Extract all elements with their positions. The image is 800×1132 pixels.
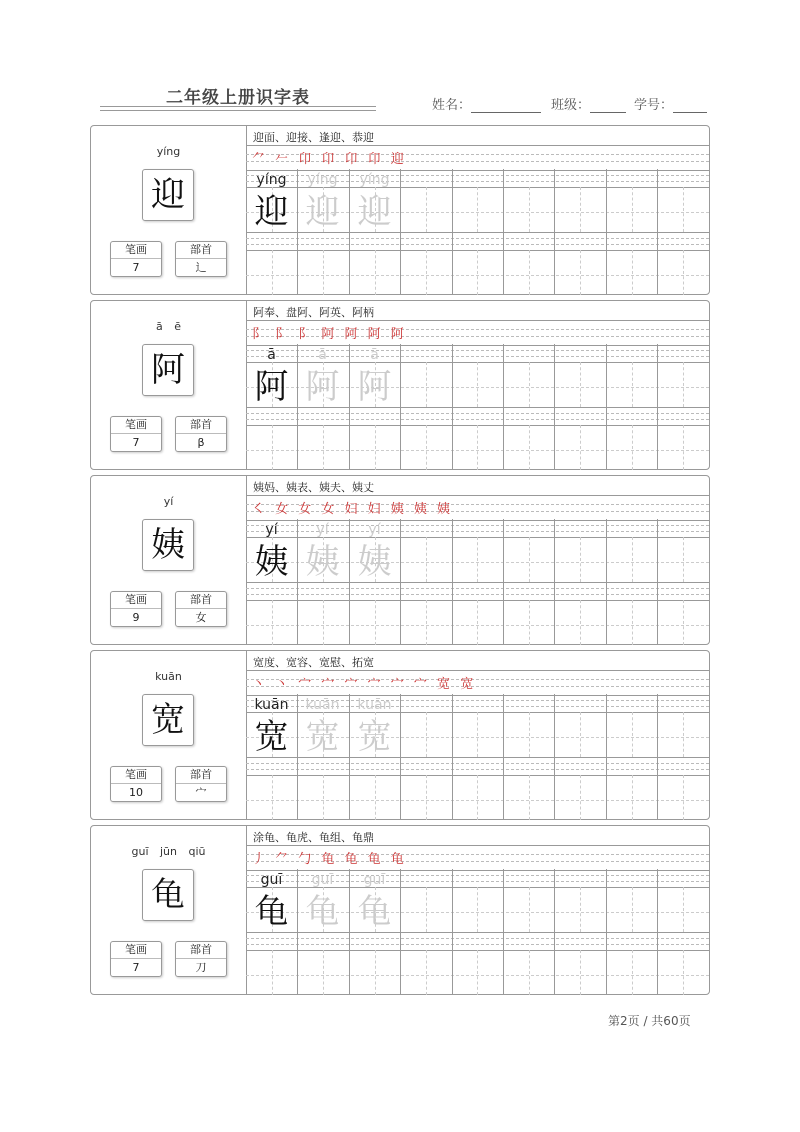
example-words: 涂龟、龟虎、龟组、龟鼎	[253, 831, 374, 844]
stroke-count-label: 笔画	[111, 767, 161, 784]
character-pinyin: ā ē	[155, 320, 181, 333]
grid-center-line	[529, 712, 530, 757]
grid-center-line	[529, 425, 530, 470]
grid-center-line	[426, 887, 427, 932]
practice-character: 宽	[254, 717, 289, 757]
grid-column-line	[503, 694, 504, 820]
grid-column-line	[400, 694, 401, 820]
character-display: 宽	[142, 694, 194, 746]
class-blank[interactable]	[590, 98, 626, 113]
page-title: 二年级上册识字表	[166, 88, 310, 108]
stroke-count-box	[110, 591, 162, 627]
practice-character: 姨	[254, 542, 289, 582]
character-info-panel	[91, 301, 247, 469]
grid-column-line	[554, 869, 555, 995]
grid-center-line	[580, 600, 581, 645]
grid-center-line	[580, 362, 581, 407]
grid-center-line	[426, 950, 427, 995]
grid-center-line	[426, 600, 427, 645]
trace-character: 龟	[305, 892, 340, 932]
grid-column-line	[400, 344, 401, 470]
character-pinyin: yíng	[156, 145, 181, 158]
character-display: 迎	[142, 169, 194, 221]
stroke-count-value: 7	[132, 961, 140, 974]
writing-grid[interactable]	[246, 869, 709, 995]
grid-column-line	[503, 169, 504, 295]
grid-center-line	[632, 950, 633, 995]
writing-grid[interactable]	[246, 694, 709, 820]
number-blank[interactable]	[673, 98, 707, 113]
grid-center-line	[426, 362, 427, 407]
character-info-panel	[91, 476, 247, 644]
trace-pinyin: yí	[316, 522, 329, 538]
grid-center-line	[529, 600, 530, 645]
trace-pinyin: ā	[318, 347, 327, 363]
trace-pinyin: yíng	[307, 172, 338, 188]
grid-column-line	[657, 694, 658, 820]
grid-column-line	[657, 869, 658, 995]
pinyin-guide-line	[246, 594, 709, 595]
grid-center-line	[477, 950, 478, 995]
stroke-sequence: ㇛ 女 女 女 妇 妇 姨 姨 姨	[252, 502, 454, 517]
grid-center-line	[632, 775, 633, 820]
grid-center-line	[683, 950, 684, 995]
grid-center-line	[632, 712, 633, 757]
grid-center-line	[477, 887, 478, 932]
grid-column-line	[452, 869, 453, 995]
practice-panel	[246, 301, 709, 469]
number-label: 学号：	[634, 98, 674, 113]
radical-box	[175, 241, 227, 277]
stroke-sequence: ⺈ 𠂉 卬 卬 卬 卬 迎	[252, 152, 407, 167]
trace-pinyin: yí	[368, 522, 381, 538]
radical-value: 宀	[195, 786, 207, 799]
stroke-count-value: 7	[132, 261, 140, 274]
stroke-sequence: 丿 ⺈ 勹 龟 龟 龟 龟	[252, 852, 407, 867]
grid-center-line	[632, 187, 633, 232]
trace-character: 龟	[357, 892, 392, 932]
grid-center-line	[683, 537, 684, 582]
grid-center-line	[580, 187, 581, 232]
grid-center-line	[580, 712, 581, 757]
practice-character: 迎	[254, 192, 289, 232]
class-label: 班级：	[551, 98, 591, 113]
pinyin-guide-line	[246, 763, 709, 764]
grid-center-line	[323, 600, 324, 645]
pinyin-guide-line	[246, 588, 709, 589]
grid-center-line	[477, 362, 478, 407]
stroke-count-value: 9	[132, 611, 140, 624]
grid-center-line	[580, 250, 581, 295]
grid-center-line	[477, 425, 478, 470]
grid-column-line	[503, 519, 504, 645]
stroke-order-row	[246, 670, 709, 696]
character-display: 龟	[142, 869, 194, 921]
grid-column-line	[452, 519, 453, 645]
writing-grid[interactable]	[246, 519, 709, 645]
radical-label: 部首	[176, 242, 226, 259]
character-pinyin: guī jūn qiū	[131, 845, 206, 858]
radical-box	[175, 941, 227, 977]
writing-grid[interactable]	[246, 169, 709, 295]
trace-pinyin: guī	[311, 872, 334, 888]
practice-pinyin: kuān	[254, 697, 289, 713]
grid-center-line	[272, 425, 273, 470]
grid-column-line	[452, 344, 453, 470]
grid-column-line	[400, 169, 401, 295]
grid-center-line	[683, 362, 684, 407]
stroke-sequence: 阝 阝 阝 阿 阿 阿 阿	[252, 327, 407, 342]
trace-character: 阿	[305, 367, 340, 407]
pinyin-guide-line	[246, 769, 709, 770]
grid-center-line	[272, 600, 273, 645]
character-info-panel	[91, 126, 247, 294]
trace-pinyin: ā	[370, 347, 379, 363]
grid-column-line	[503, 869, 504, 995]
grid-center-line	[477, 250, 478, 295]
grid-center-line	[683, 250, 684, 295]
character-card	[90, 475, 710, 645]
grid-center-line	[683, 887, 684, 932]
number-field[interactable]	[634, 94, 707, 113]
grid-center-line	[632, 537, 633, 582]
stroke-order-row	[246, 845, 709, 871]
grid-center-line	[375, 775, 376, 820]
example-words: 姨妈、姨表、姨夫、姨丈	[253, 481, 374, 494]
grid-column-line	[452, 694, 453, 820]
character-pinyin: kuān	[155, 670, 182, 683]
grid-center-line	[529, 250, 530, 295]
pinyin-guide-line	[246, 238, 709, 239]
grid-center-line	[426, 537, 427, 582]
grid-center-line	[683, 712, 684, 757]
pinyin-guide-line	[246, 938, 709, 939]
character-info-panel	[91, 651, 247, 819]
grid-column-line	[554, 694, 555, 820]
character-card	[90, 125, 710, 295]
practice-character: 龟	[254, 892, 289, 932]
practice-character: 阿	[254, 367, 289, 407]
grid-center-line	[323, 250, 324, 295]
stroke-count-label: 笔画	[111, 242, 161, 259]
stroke-count-label: 笔画	[111, 942, 161, 959]
trace-character: 姨	[305, 542, 340, 582]
grid-column-line	[657, 344, 658, 470]
stroke-order-row	[246, 145, 709, 171]
practice-pinyin: guī	[260, 872, 283, 888]
practice-panel	[246, 126, 709, 294]
grid-column-line	[452, 169, 453, 295]
grid-center-line	[477, 537, 478, 582]
character-display: 姨	[142, 519, 194, 571]
grid-center-line	[580, 537, 581, 582]
grid-column-line	[606, 344, 607, 470]
trace-character: 宽	[357, 717, 392, 757]
practice-panel	[246, 476, 709, 644]
trace-character: 迎	[305, 192, 340, 232]
grid-center-line	[426, 775, 427, 820]
character-display: 阿	[142, 344, 194, 396]
grid-center-line	[323, 775, 324, 820]
grid-center-line	[683, 775, 684, 820]
character-info-panel	[91, 826, 247, 994]
stroke-order-row	[246, 495, 709, 521]
practice-pinyin: ā	[267, 347, 276, 363]
grid-column-line	[657, 169, 658, 295]
character-pinyin: yí	[163, 495, 174, 508]
radical-label: 部首	[176, 417, 226, 434]
pinyin-guide-line	[246, 419, 709, 420]
radical-box	[175, 766, 227, 802]
grid-center-line	[477, 775, 478, 820]
grid-center-line	[529, 187, 530, 232]
stroke-count-label: 笔画	[111, 417, 161, 434]
grid-center-line	[683, 600, 684, 645]
grid-center-line	[529, 950, 530, 995]
grid-center-line	[580, 950, 581, 995]
grid-column-line	[606, 869, 607, 995]
grid-center-line	[477, 187, 478, 232]
grid-center-line	[683, 187, 684, 232]
name-blank[interactable]	[471, 98, 541, 113]
name-label: 姓名：	[432, 98, 472, 113]
name-field[interactable]	[432, 94, 541, 113]
grid-center-line	[426, 187, 427, 232]
radical-label: 部首	[176, 592, 226, 609]
radical-value: β	[197, 436, 205, 449]
trace-pinyin: kuān	[357, 697, 392, 713]
grid-center-line	[529, 362, 530, 407]
grid-center-line	[580, 887, 581, 932]
radical-value: 辶	[195, 261, 207, 274]
radical-value: 刀	[195, 961, 207, 974]
stroke-count-box	[110, 241, 162, 277]
practice-pinyin: yí	[265, 522, 278, 538]
pinyin-guide-line	[246, 413, 709, 414]
grid-center-line	[529, 537, 530, 582]
pinyin-guide-line	[246, 244, 709, 245]
grid-center-line	[632, 250, 633, 295]
grid-center-line	[375, 425, 376, 470]
grid-center-line	[477, 600, 478, 645]
trace-character: 迎	[357, 192, 392, 232]
grid-center-line	[529, 775, 530, 820]
radical-label: 部首	[176, 767, 226, 784]
grid-center-line	[323, 950, 324, 995]
character-card	[90, 825, 710, 995]
grid-center-line	[580, 775, 581, 820]
character-card	[90, 300, 710, 470]
radical-box	[175, 591, 227, 627]
grid-center-line	[375, 600, 376, 645]
grid-center-line	[375, 250, 376, 295]
grid-column-line	[606, 694, 607, 820]
radical-value: 女	[195, 611, 207, 624]
pinyin-guide-line	[246, 944, 709, 945]
example-words: 迎面、迎接、逢迎、恭迎	[253, 131, 374, 144]
grid-center-line	[426, 712, 427, 757]
writing-grid[interactable]	[246, 344, 709, 470]
grid-center-line	[426, 425, 427, 470]
trace-pinyin: kuān	[305, 697, 340, 713]
stroke-count-label: 笔画	[111, 592, 161, 609]
grid-column-line	[606, 519, 607, 645]
grid-column-line	[606, 169, 607, 295]
grid-column-line	[554, 519, 555, 645]
grid-center-line	[272, 775, 273, 820]
radical-label: 部首	[176, 942, 226, 959]
grid-column-line	[400, 519, 401, 645]
page-number: 第2页 / 共60页	[608, 1014, 691, 1028]
trace-character: 姨	[357, 542, 392, 582]
character-card	[90, 650, 710, 820]
stroke-count-value: 7	[132, 436, 140, 449]
stroke-order-row	[246, 320, 709, 346]
grid-center-line	[272, 250, 273, 295]
stroke-count-value: 10	[129, 786, 143, 799]
title-underline	[100, 106, 376, 107]
class-field[interactable]	[551, 94, 626, 113]
grid-center-line	[580, 425, 581, 470]
grid-center-line	[683, 425, 684, 470]
radical-box	[175, 416, 227, 452]
stroke-count-box	[110, 941, 162, 977]
grid-column-line	[503, 344, 504, 470]
title-underline-double	[100, 110, 376, 111]
grid-center-line	[632, 362, 633, 407]
trace-pinyin: guī	[363, 872, 386, 888]
grid-center-line	[632, 600, 633, 645]
grid-center-line	[632, 887, 633, 932]
example-words: 宽度、宽容、宽慰、拓宽	[253, 656, 374, 669]
practice-pinyin: yíng	[256, 172, 287, 188]
example-words: 阿奉、盘阿、阿英、阿柄	[253, 306, 374, 319]
stroke-sequence: 丶 丶 宀 宀 宀 宀 宀 宀 宽 宽	[252, 677, 477, 692]
stroke-count-box	[110, 416, 162, 452]
grid-column-line	[400, 869, 401, 995]
practice-panel	[246, 826, 709, 994]
grid-column-line	[554, 344, 555, 470]
grid-column-line	[657, 519, 658, 645]
grid-center-line	[632, 425, 633, 470]
grid-center-line	[272, 950, 273, 995]
grid-center-line	[375, 950, 376, 995]
trace-pinyin: yíng	[359, 172, 390, 188]
grid-center-line	[426, 250, 427, 295]
stroke-count-box	[110, 766, 162, 802]
grid-column-line	[554, 169, 555, 295]
practice-panel	[246, 651, 709, 819]
grid-center-line	[323, 425, 324, 470]
trace-character: 阿	[357, 367, 392, 407]
grid-center-line	[529, 887, 530, 932]
grid-center-line	[477, 712, 478, 757]
trace-character: 宽	[305, 717, 340, 757]
